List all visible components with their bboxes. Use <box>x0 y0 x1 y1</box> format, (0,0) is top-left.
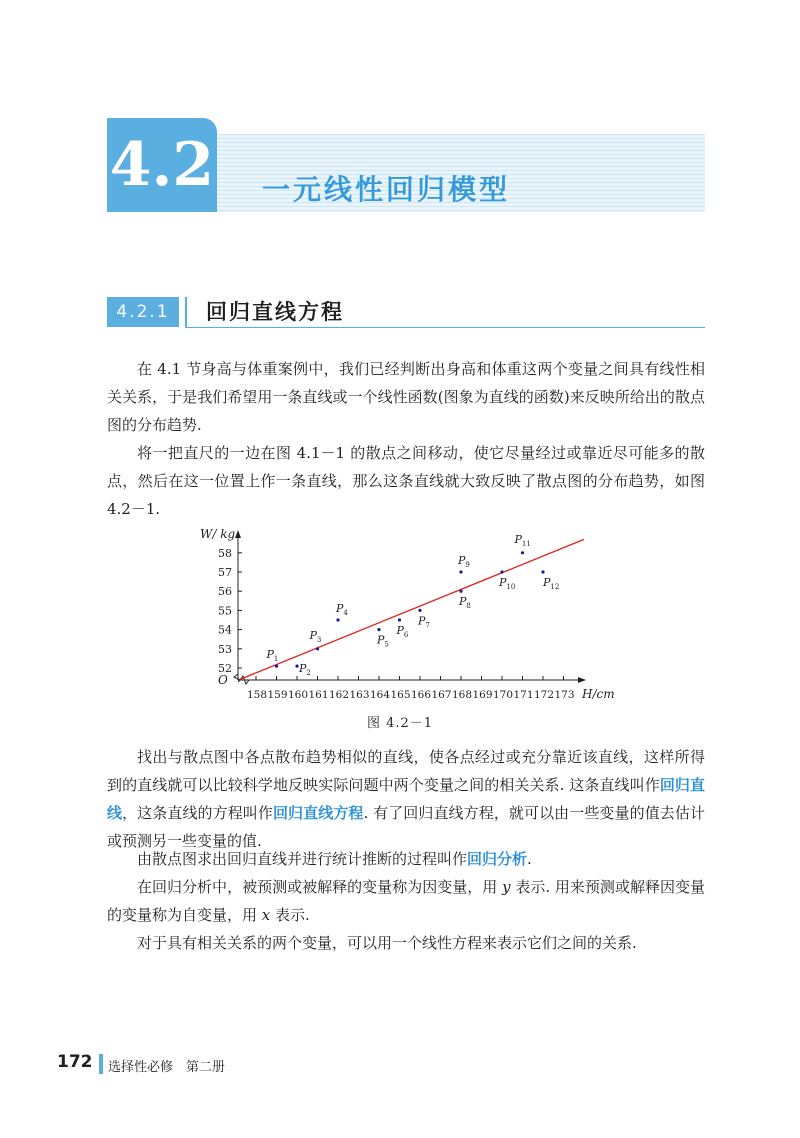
book-title: 选择性必修 第二册 <box>108 1060 226 1075</box>
x-tick-label: 168 <box>452 689 473 701</box>
paragraph-2: 将一把直尺的一边在图 4.1－1 的散点之间移动，使它尽量经过或靠近尽可能多的散点，然后在这一位置上作一条直线，那么这条直线就大致反映了散点图的分布趋势，如图 4.2－1. <box>107 444 705 518</box>
y-axis-arrow <box>235 530 241 538</box>
x-axis-label: H/cm <box>582 687 615 701</box>
y-tick-label: 54 <box>218 623 232 637</box>
x-tick-label: 161 <box>308 689 329 701</box>
y-tick-label: 58 <box>218 546 232 560</box>
paragraph-4 <box>107 845 705 873</box>
regression-line <box>240 539 584 679</box>
point-label-p3: $P_3$ <box>309 628 322 644</box>
paragraph-3-text-a: 找出与散点图中各点散布趋势相似的直线，使各点经过或充分靠近该直线，这样所得到的直线就可以比较科学地反映实际问题中两个变量之间的相关关系. 这条直线叫作 <box>107 748 705 794</box>
y-tick-label: 56 <box>218 585 232 599</box>
paragraph-5 <box>107 873 705 929</box>
origin-label: O <box>218 673 228 687</box>
data-point-p10 <box>500 570 503 573</box>
paragraph-3-text-c: . 有了回归直线方程，就可以由一些变量的值去估计或预测另一些变量的值. <box>107 804 705 850</box>
section-title: 一元线性回归模型 <box>262 173 511 206</box>
x-tick-label: 167 <box>431 689 452 701</box>
paragraph-4-text-b: . <box>527 850 532 868</box>
paragraph-3 <box>107 743 705 855</box>
paragraph-4-text-a: 由散点图求出回归直线并进行统计推断的过程叫作 <box>137 850 468 868</box>
point-label-p12: $P_{12}$ <box>543 576 560 591</box>
y-tick-label: 53 <box>218 642 232 656</box>
x-tick-label: 162 <box>329 689 350 701</box>
y-axis-break <box>234 674 240 682</box>
point-label-p11: $P_{11}$ <box>514 532 531 548</box>
data-point-p12 <box>541 570 544 573</box>
x-tick-label: 169 <box>472 689 493 701</box>
data-point-p3 <box>316 647 319 650</box>
x-tick-label: 166 <box>411 689 432 701</box>
point-label-p7: $P_7$ <box>418 614 430 630</box>
variable-x: x <box>261 906 271 924</box>
figure-caption: 图 4.2－1 <box>366 716 434 731</box>
point-label-p9: $P_9$ <box>458 554 470 569</box>
x-tick-label: 170 <box>493 689 514 701</box>
subsection-title: 回归直线方程 <box>206 300 344 324</box>
data-point-p6 <box>398 618 401 621</box>
x-tick-label: 159 <box>267 689 288 701</box>
y-tick-label: 55 <box>218 604 232 618</box>
point-label-p10: $P_{10}$ <box>499 576 516 591</box>
y-tick-label: 57 <box>218 566 232 579</box>
subsection-underline <box>185 327 705 328</box>
keyword-regression-equation: 回归直线方程 <box>272 804 364 822</box>
x-axis-arrow <box>578 677 586 683</box>
point-label-p6: $P_6$ <box>396 624 409 639</box>
page-number: 172 <box>57 1052 93 1072</box>
subsection-divider <box>185 297 187 327</box>
paragraph-5-text-a: 在回归分析中，被预测或被解释的变量称为因变量，用 <box>137 878 503 896</box>
scatter-chart <box>190 522 650 707</box>
x-tick-label: 173 <box>554 689 575 701</box>
data-point-p7 <box>418 609 421 612</box>
keyword-regression-line: 回归直线 <box>107 776 705 822</box>
point-label-p4: $P_4$ <box>336 602 348 617</box>
subsection-number: 4.2.1 <box>107 297 179 327</box>
section-number: 4.2 <box>107 118 217 212</box>
footer-divider <box>99 1054 103 1074</box>
variable-y: y <box>502 878 511 896</box>
data-point-p1 <box>275 664 278 667</box>
paragraph-3-text-b: ，这条直线的方程叫作 <box>122 804 273 822</box>
x-tick-label: 164 <box>370 689 391 701</box>
point-label-p5: $P_5$ <box>377 633 389 649</box>
point-label-p8: $P_8$ <box>459 595 471 611</box>
x-tick-label: 172 <box>534 689 555 701</box>
x-tick-label: 165 <box>390 689 411 701</box>
paragraph-5-text-c: 表示. <box>270 906 310 924</box>
paragraph-1: 在 4.1 节身高与体重案例中，我们已经判断出身高和体重这两个变量之间具有线性相关关系，于是我们希望用一条直线或一个线性函数(图象为直线的函数)来反映所给出的散点图的分布趋势. <box>107 360 705 434</box>
x-tick-label: 158 <box>247 689 268 701</box>
y-axis-label: W/ kg <box>200 527 236 541</box>
x-tick-label: 171 <box>513 689 534 701</box>
data-point-p4 <box>336 618 339 621</box>
data-point-p11 <box>521 551 524 554</box>
point-label-p2: $P_2$ <box>299 662 311 678</box>
paragraph-6: 对于具有相关关系的两个变量，可以用一个线性方程来表示它们之间的关系. <box>137 934 637 952</box>
data-point-p9 <box>459 570 462 573</box>
keyword-regression-analysis: 回归分析 <box>467 850 528 868</box>
point-label-p1: $P_1$ <box>266 648 279 664</box>
x-tick-label: 160 <box>288 689 309 701</box>
paragraph-5-text-b: 表示. 用来预测或解释因变量的变量称为自变量，用 <box>107 878 705 924</box>
y-tick-label: 52 <box>218 662 232 675</box>
data-point-p5 <box>377 628 380 631</box>
data-point-p8 <box>459 590 462 593</box>
x-tick-label: 163 <box>349 689 370 701</box>
